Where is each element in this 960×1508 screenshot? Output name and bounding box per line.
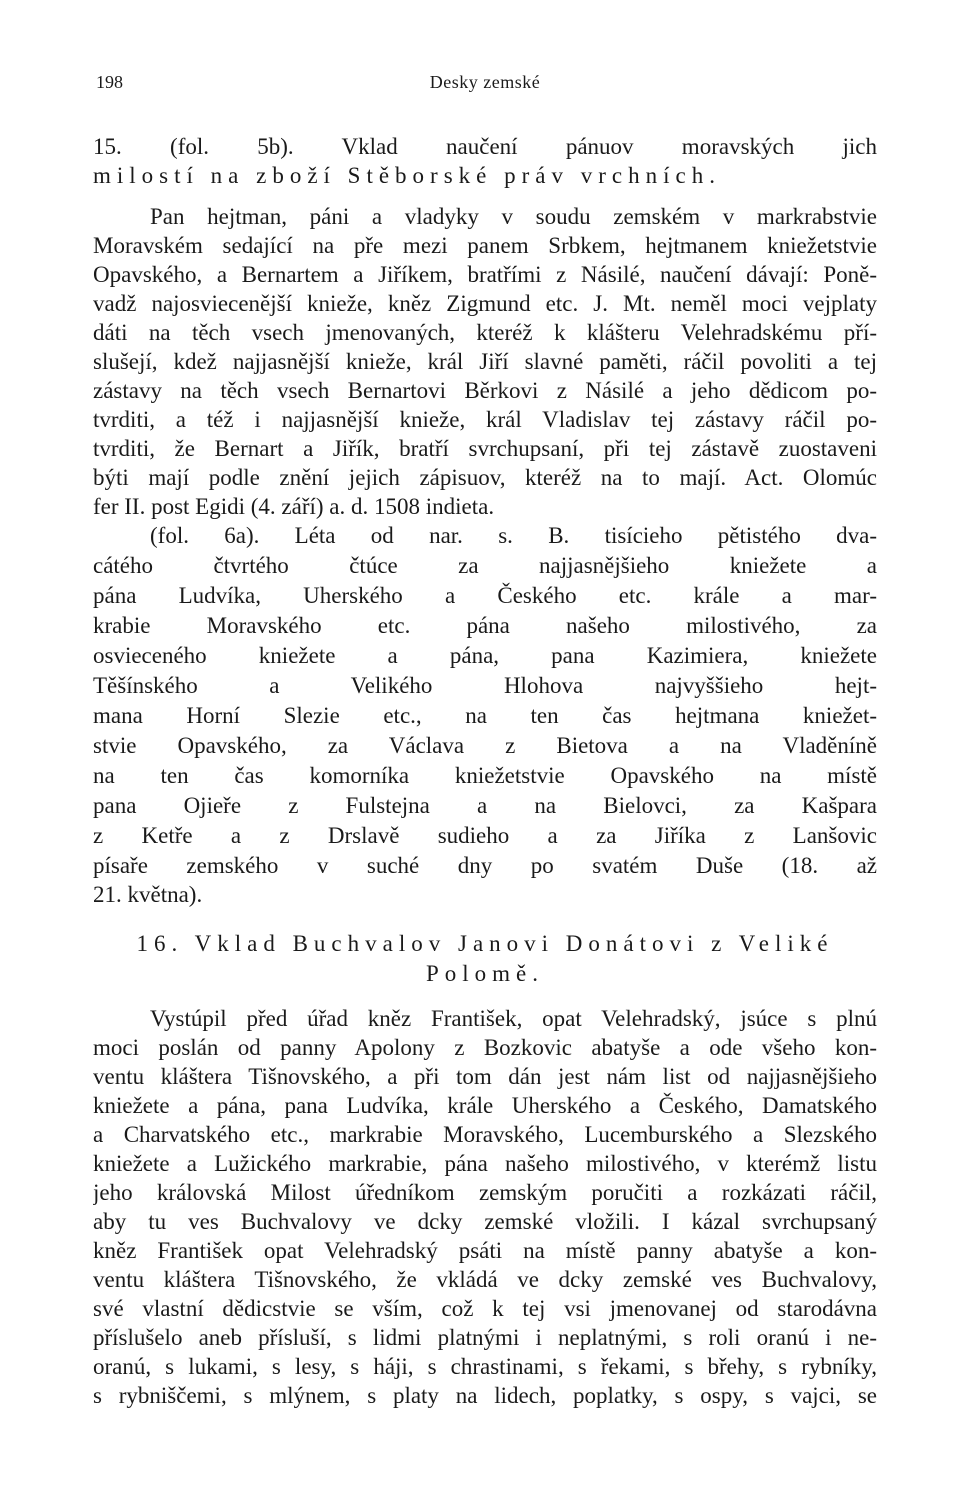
text-line: oranú, s lukami, s lesy, s háji, s chrastinami, s řekami, s břehy, s rybníky, — [93, 1354, 877, 1379]
text-line: písaře zemského v suché dny po svatém Duše (18. až — [93, 853, 877, 878]
page-header — [96, 72, 874, 98]
text-line: cátého čtvrtého čtúce za najjasnějšieho kniežete a — [93, 553, 877, 578]
text-line: (fol. 6a). Léta od nar. s. B. tisícieho pětistého dva- — [150, 523, 877, 548]
text-line: své vlastní dědicstvie se vším, což k tej vsi jmenovanej od starodávna — [93, 1296, 877, 1321]
text-line: milostí na zboží Stěborské práv vrchních. — [93, 163, 721, 188]
text-line: mana Horní Slezie etc., na ten čas hejtmana kniežet- — [93, 703, 877, 728]
text-line: ventu kláštera Tišnovského, že vkládá ve dcky zemské ves Buchvalovy, — [93, 1267, 877, 1292]
page-number: 198 — [96, 72, 123, 92]
text-line: zástavy na těch vsech Bernartovi Běrkovi z Násilé a jeho dědicom po- — [93, 378, 877, 403]
text-line: Opavského, a Bernartem a Jiříkem, bratřími z Násilé, naučení dávají: Poně- — [93, 262, 877, 287]
text-line: moci poslán od panny Apolony z Bozkovic abatyše a ode všeho kon- — [93, 1035, 877, 1060]
text-line: osvieceného kniežete a pána, pana Kazimiera, kniežete — [93, 643, 877, 668]
text-line: kniežete a pána, pana Ludvíka, krále Uherského a Českého, Damatského — [93, 1093, 877, 1118]
text-line: 21. května). — [93, 882, 203, 907]
text-line: Vystúpil před úřad kněz František, opat Velehradský, jsúce s plnú — [150, 1006, 877, 1031]
text-line: kněz František opat Velehradský psáti na místě panny abatyše a kon- — [93, 1238, 877, 1263]
text-line: s rybniščemi, s mlýnem, s platy na lidech, poplatky, s ospy, s vajci, se — [93, 1383, 877, 1408]
text-line: pana Ojieře z Fulstejna a na Bielovci, za Kašpara — [93, 793, 877, 818]
text-line: vadž najosviecenější knieže, kněz Zigmund etc. J. Mt. neměl moci vejplaty — [93, 291, 877, 316]
text-line: dáti na těch vsech jmenovaných, kteréž k klášteru Velehradskému pří- — [93, 320, 877, 345]
text-line: tvrditi, a též i najjasnější knieže, král Vladislav tej zástavy ráčil po- — [93, 407, 877, 432]
text-line: aby tu ves Buchvalovy ve dcky zemské vložili. I kázal svrchupsaný — [93, 1209, 877, 1234]
text-line: příslušelo aneb přísluší, s lidmi platnými i neplatnými, s roli oranú i ne- — [93, 1325, 877, 1350]
text-line: na ten čas komorníka kniežetstvie Opavského na místě — [93, 763, 877, 788]
text-line: kniežete a Lužického markrabie, pána našeho milostivého, v kterémž listu — [93, 1151, 877, 1176]
text-line: ventu kláštera Tišnovského, a při tom dán jest nám list od najjasnějšieho — [93, 1064, 877, 1089]
text-line: krabie Moravského etc. pána našeho milostivého, za — [93, 613, 877, 638]
text-line: pána Ludvíka, Uherského a Českého etc. krále a mar- — [93, 583, 877, 608]
text-line: Pan hejtman, páni a vladyky v soudu zemském v markrabstvie — [150, 204, 877, 229]
text-line: slušejí, kdež najjasnější knieže, král Jiří slavné paměti, ráčil povoliti a tej — [93, 349, 877, 374]
running-title: Desky zemské — [429, 72, 541, 92]
text-line: stvie Opavského, za Václava z Bietova a na Vladěníně — [93, 733, 877, 758]
text-line: Těšínského a Velikého Hlohova najvyššieho hejt- — [93, 673, 877, 698]
text-line: Moravském sedající na pře mezi panem Srbkem, hejtmanem kniežetstvie — [93, 233, 877, 258]
section-heading: 16. Vklad Buchvalov Janovi Donátovi z Veliké — [136, 931, 834, 956]
text-line: jeho královská Milost úředníkom zemským poručiti a rozkázati ráčil, — [93, 1180, 877, 1205]
text-line: 15. (fol. 5b). Vklad naučení pánuov moravských jich — [93, 134, 877, 159]
section-heading: Polomě. — [425, 961, 545, 986]
text-line: z Ketře a z Drslavě sudieho a za Jiříka z Lanšovic — [93, 823, 877, 848]
text-line: fer II. post Egidi (4. září) a. d. 1508 indieta. — [93, 494, 495, 519]
text-line: tvrditi, že Bernart a Jiřík, bratří svrchupsaní, při tej zástavě zuostaveni — [93, 436, 877, 461]
text-line: a Charvatského etc., markrabie Moravského, Lucemburského a Slezského — [93, 1122, 877, 1147]
text-line: býti mají podle znění jejich zápisuov, kteréž na to mají. Act. Olomúc — [93, 465, 877, 490]
